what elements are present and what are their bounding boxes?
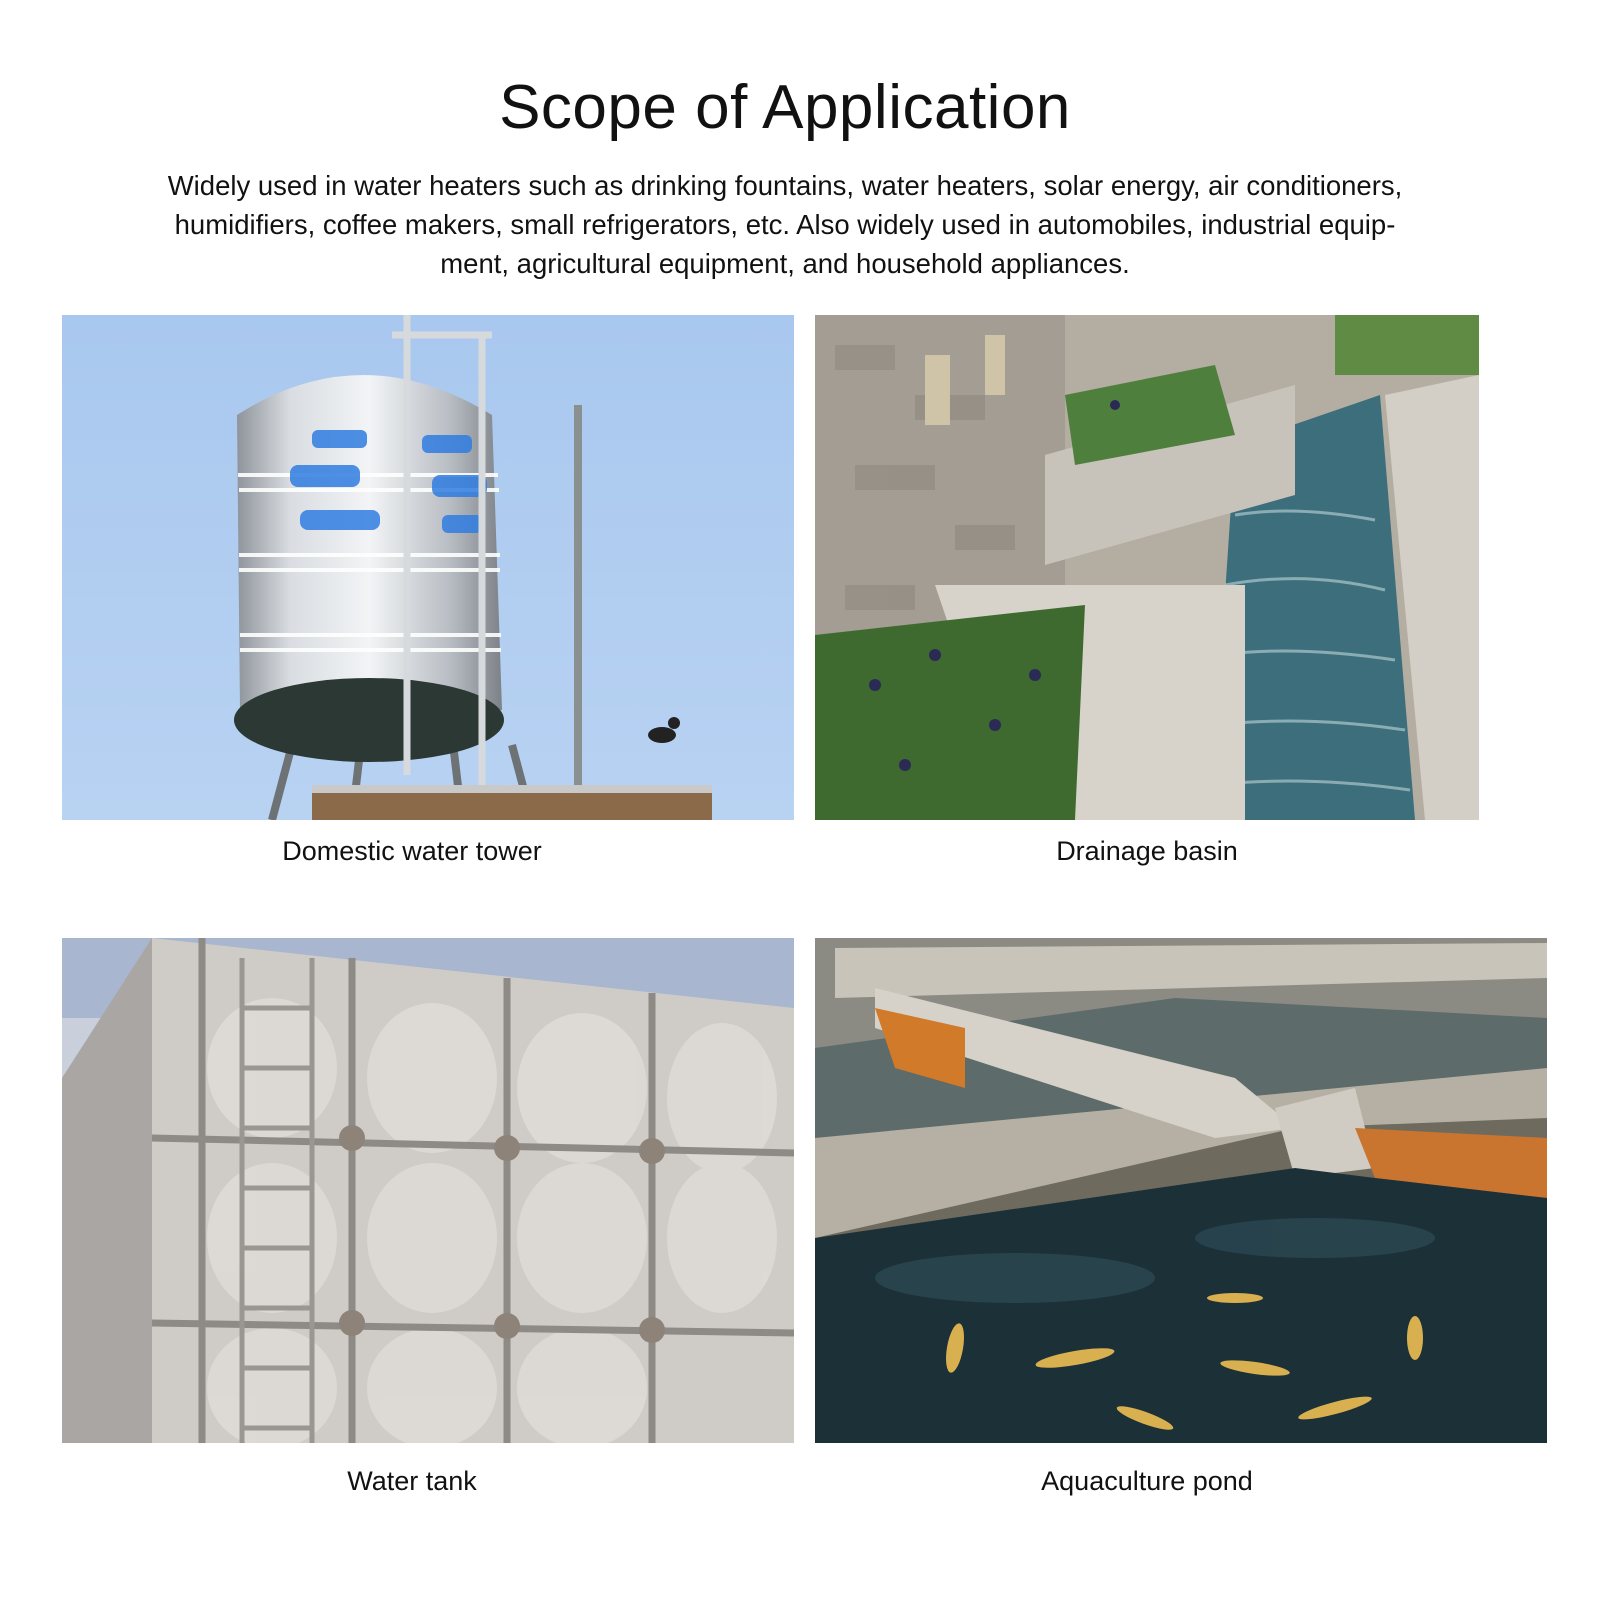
caption-water-tank: Water tank <box>347 1466 477 1496</box>
description-line: humidifiers, coffee makers, small refrigerators, etc. Also widely used in automobiles, industrial equip- <box>174 209 1396 240</box>
caption-water-tower: Domestic water tower <box>282 836 542 866</box>
water-tower-photo <box>62 315 794 820</box>
description-line: Widely used in water heaters such as drinking fountains, water heaters, solar energy, air conditioners, <box>167 170 1403 201</box>
description <box>95 166 1475 283</box>
drainage-basin-photo <box>815 315 1479 820</box>
caption-drainage-basin: Drainage basin <box>1056 836 1238 866</box>
page-title: Scope of Application <box>499 73 1071 142</box>
aquaculture-pond-photo <box>815 938 1547 1443</box>
description-line: ment, agricultural equipment, and household appliances. <box>440 248 1130 279</box>
water-tank-photo <box>62 938 794 1443</box>
caption-aquaculture-pond: Aquaculture pond <box>1041 1466 1253 1496</box>
